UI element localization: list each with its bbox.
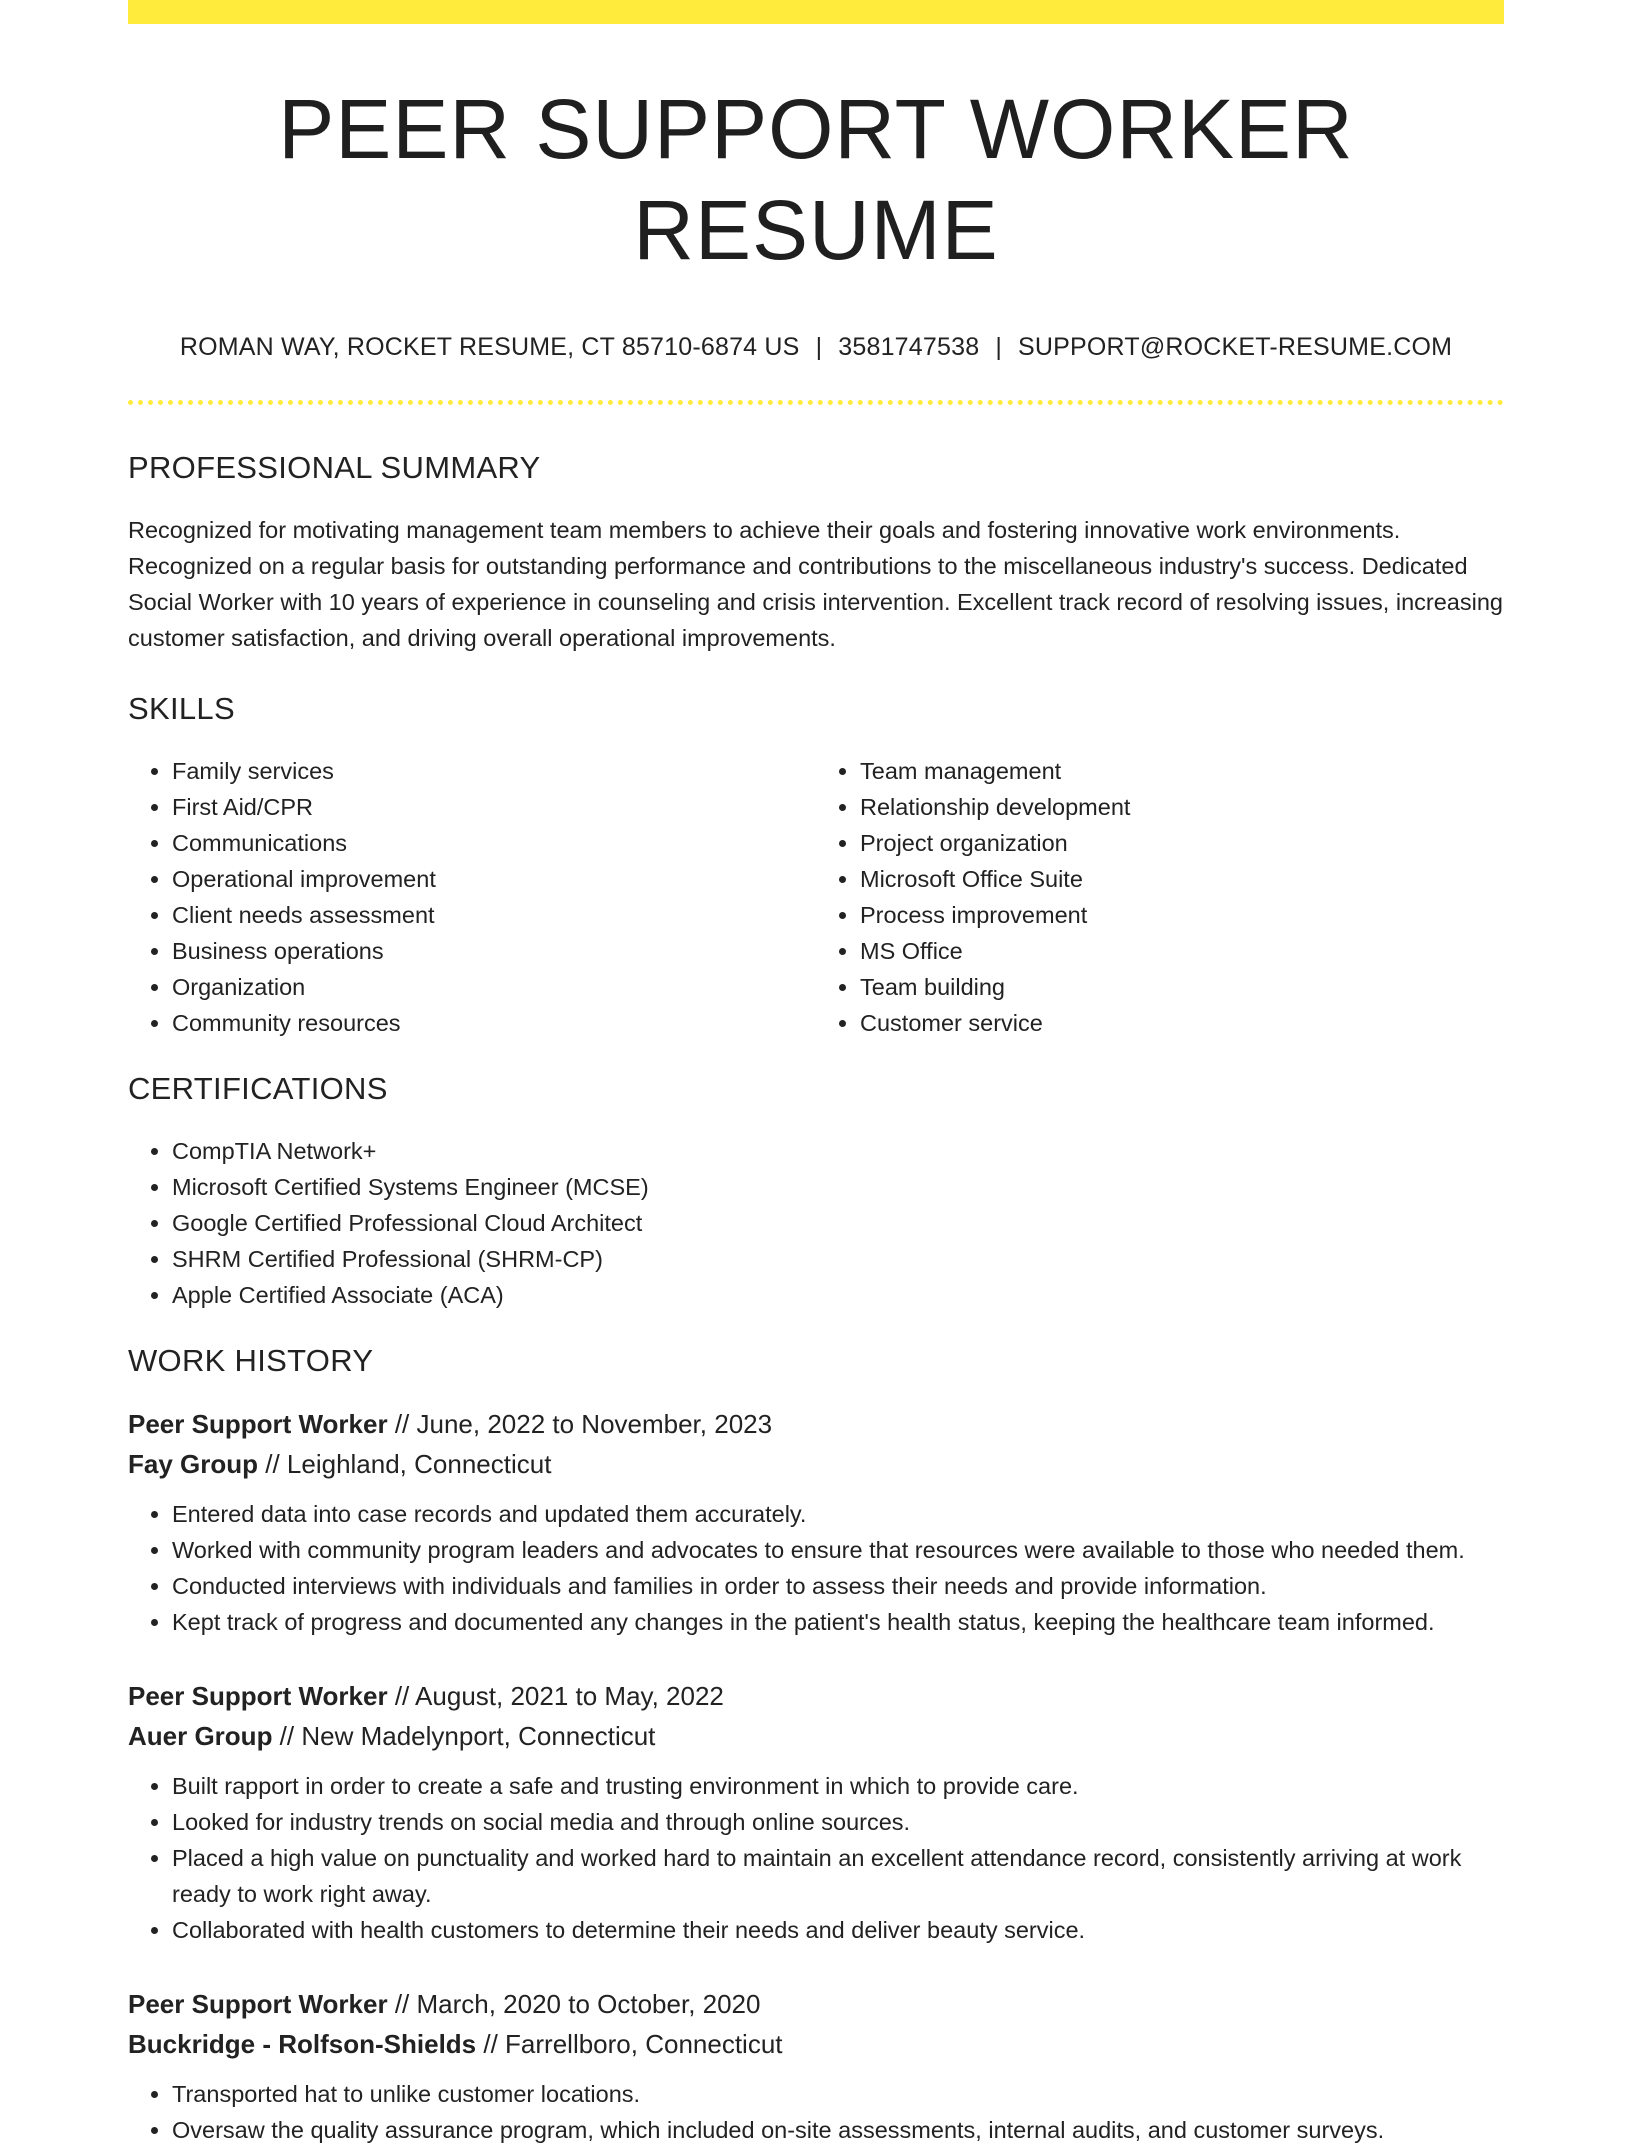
job-bullet: • Collaborated with health customers to determine their needs and deliver beauty service. <box>172 1912 1504 1948</box>
job-bullet: • Entered data into case records and updated them accurately. <box>172 1496 1504 1532</box>
job-bullet: • Conducted interviews with individuals and families in order to assess their needs and provide information. <box>172 1568 1504 1604</box>
dotted-divider <box>128 400 1504 405</box>
job-title: Peer Support Worker <box>128 1988 388 2019</box>
job-location: // Farrellboro, Connecticut <box>476 2028 783 2059</box>
skills-list-right <box>816 753 1504 1041</box>
work-history-heading: WORK HISTORY <box>128 1342 374 1378</box>
job-bullet: • Transported hat to unlike customer locations. <box>172 2076 1504 2112</box>
skill-item: • First Aid/CPR <box>172 789 816 825</box>
skill-item: • Family services <box>172 753 816 789</box>
certifications-list <box>128 1133 1504 1313</box>
job-bullet: • Built rapport in order to create a safe and trusting environment in which to provide care. <box>172 1768 1504 1804</box>
skill-item: • Customer service <box>860 1005 1504 1041</box>
job-bullet: • Worked with community program leaders and advocates to ensure that resources were available to those who needed them. <box>172 1532 1504 1568</box>
skill-item: • Organization <box>172 969 816 1005</box>
job-company: Auer Group <box>128 1720 273 1751</box>
skill-item: • Process improvement <box>860 897 1504 933</box>
skill-item: • Team building <box>860 969 1504 1005</box>
job-company: Fay Group <box>128 1448 259 1479</box>
job-dates: // June, 2022 to November, 2023 <box>387 1408 773 1439</box>
skill-item: • Operational improvement <box>172 861 816 897</box>
job-entry <box>128 1404 1504 1640</box>
certification-item: • SHRM Certified Professional (SHRM-CP) <box>172 1241 1504 1277</box>
skills-columns <box>128 753 1504 1041</box>
contact-address: ROMAN WAY, ROCKET RESUME, CT 85710-6874 US <box>179 332 800 361</box>
skill-item: • MS Office <box>860 933 1504 969</box>
contact-separator: | <box>815 332 823 361</box>
job-title: Peer Support Worker <box>128 1680 388 1711</box>
certification-item: • Apple Certified Associate (ACA) <box>172 1277 1504 1313</box>
top-accent-bar <box>128 0 1504 24</box>
contact-separator: | <box>995 332 1003 361</box>
job-bullet: • Looked for industry trends on social media and through online sources. <box>172 1804 1504 1840</box>
skill-item: • Client needs assessment <box>172 897 816 933</box>
certification-item: • Google Certified Professional Cloud Architect <box>172 1205 1504 1241</box>
job-bullet: • Placed a high value on punctuality and worked hard to maintain an excellent attendance record, consistently arriving at work ready to work right away. <box>172 1840 1504 1912</box>
skills-heading: SKILLS <box>128 690 235 726</box>
job-bullets <box>128 1496 1504 1640</box>
contact-line <box>128 333 1504 362</box>
job-company: Buckridge - Rolfson-Shields <box>128 2028 477 2059</box>
job-company-line <box>128 1444 1504 1484</box>
job-dates: // March, 2020 to October, 2020 <box>387 1988 761 2019</box>
job-location: // Leighland, Connecticut <box>258 1448 552 1479</box>
contact-phone: 3581747538 <box>838 332 980 361</box>
job-location: // New Madelynport, Connecticut <box>272 1720 656 1751</box>
job-title: Peer Support Worker <box>128 1408 388 1439</box>
resume-page <box>128 0 1504 2148</box>
summary-heading: PROFESSIONAL SUMMARY <box>128 449 541 485</box>
skill-item: • Business operations <box>172 933 816 969</box>
job-company-line <box>128 2024 1504 2064</box>
job-entry <box>128 1984 1504 2148</box>
certifications-heading: CERTIFICATIONS <box>128 1070 388 1106</box>
certification-item: • CompTIA Network+ <box>172 1133 1504 1169</box>
job-title-line <box>128 1984 1504 2024</box>
contact-email: SUPPORT@ROCKET-RESUME.COM <box>1018 332 1453 361</box>
job-bullet: • Oversaw the quality assurance program, which included on-site assessments, internal audits, and customer surveys. <box>172 2112 1504 2148</box>
job-title-line <box>128 1404 1504 1444</box>
job-title-line <box>128 1676 1504 1716</box>
job-dates: // August, 2021 to May, 2022 <box>387 1680 724 1711</box>
job-bullet: • Kept track of progress and documented any changes in the patient's health status, keeping the healthcare team informed. <box>172 1604 1504 1640</box>
skill-item: • Project organization <box>860 825 1504 861</box>
page-title: PEER SUPPORT WORKER RESUME <box>278 82 1354 277</box>
summary-text: Recognized for motivating management team members to achieve their goals and fostering innovative work environments. Recognized on a regular basis for outstanding performance and contributions to the miscellaneous industry's success. Dedicated Social Worker with 10 years of experience in counseling and crisis intervention. Excellent track record of resolving issues, increasing customer satisfaction, and driving overall operational improvements. <box>128 516 1503 651</box>
skill-item: • Microsoft Office Suite <box>860 861 1504 897</box>
job-bullets <box>128 1768 1504 1948</box>
skills-list-left <box>128 753 816 1041</box>
job-company-line <box>128 1716 1504 1756</box>
job-entry <box>128 1676 1504 1948</box>
skill-item: • Relationship development <box>860 789 1504 825</box>
skill-item: • Team management <box>860 753 1504 789</box>
skill-item: • Communications <box>172 825 816 861</box>
skill-item: • Community resources <box>172 1005 816 1041</box>
certification-item: • Microsoft Certified Systems Engineer (MCSE) <box>172 1169 1504 1205</box>
